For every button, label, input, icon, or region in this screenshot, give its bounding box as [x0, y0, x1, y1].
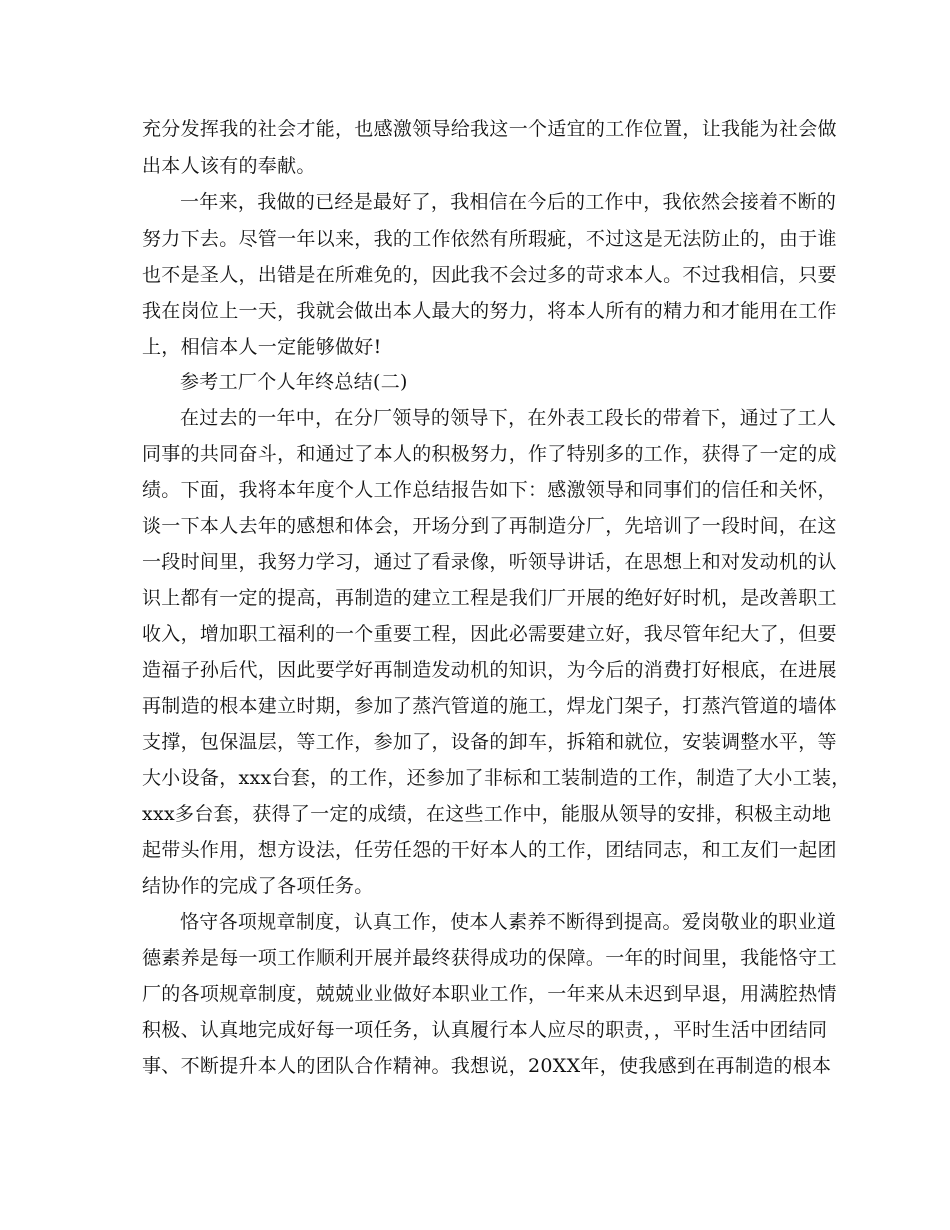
body-text-line: 识上都有一定的提高，再制造的建立工程是我们厂开展的绝好好时机，是改善职工	[142, 587, 837, 609]
body-text-line: 绩。下面，我将本年度个人工作总结报告如下：感激领导和同事们的信任和关怀，	[142, 479, 837, 501]
body-text-line: 事、不断提升本人的团队合作精神。我想说，20XX年，使我感到在再制造的根本	[142, 1055, 832, 1077]
body-text-line: 谈一下本人去年的感想和体会，开场分到了再制造分厂，先培训了一段时间，在这	[142, 515, 837, 537]
body-text-line: 也不是圣人，出错是在所难免的，因此我不会过多的苛求本人。不过我相信，只要	[142, 264, 837, 286]
body-text-line: 厂的各项规章制度，兢兢业业做好本职业工作，一年来从未迟到早退，用满腔热情	[142, 983, 837, 1005]
paragraph-first-line: 恪守各项规章制度，认真工作，使本人素养不断得到提高。爱岗敬业的职业道	[180, 911, 837, 933]
body-text-line: 结协作的完成了各项任务。	[142, 875, 374, 897]
body-text-line: 再制造的根本建立时期，参加了蒸汽管道的施工，焊龙门架子，打蒸汽管道的墙体	[142, 695, 837, 717]
body-text-line: 支撑，包保温层，等工作，参加了，设备的卸车，拆箱和就位，安装调整水平，等	[142, 731, 837, 753]
body-text-line: 起带头作用，想方设法，任劳任怨的干好本人的工作，团结同志，和工友们一起团	[142, 839, 837, 861]
body-text-line: xxx多台套，获得了一定的成绩，在这些工作中，能服从领导的安排，积极主动地	[142, 803, 832, 825]
paragraph-first-line: 一年来，我做的已经是最好了，我相信在今后的工作中，我依然会接着不断的	[180, 191, 837, 213]
body-text-line: 积极、认真地完成好每一项任务，认真履行本人应尽的职责，，平时生活中团结同	[142, 1019, 828, 1041]
body-text-line: 大小设备，xxx台套，的工作，还参加了非标和工装制造的工作，制造了大小工装，	[142, 767, 851, 789]
paragraph-first-line: 在过去的一年中，在分厂领导的领导下，在外表工段长的带着下，通过了工人	[180, 407, 837, 429]
body-text-line: 我在岗位上一天，我就会做出本人最大的努力，将本人所有的精力和才能用在工作	[142, 300, 837, 322]
body-text-line: 努力下去。尽管一年以来，我的工作依然有所瑕疵，不过这是无法防止的，由于谁	[142, 228, 837, 250]
body-text-line: 出本人该有的奉献。	[142, 155, 316, 177]
body-text-line: 造福子孙后代，因此要学好再制造发动机的知识，为今后的消费打好根底，在进展	[142, 659, 837, 681]
body-text-line: 德素养是每一项工作顺利开展并最终获得成功的保障。一年的时间里，我能恪守工	[142, 947, 837, 969]
body-text-line: 一段时间里，我努力学习，通过了看录像，听领导讲话，在思想上和对发动机的认	[142, 551, 837, 573]
body-text-line: 上，相信本人一定能够做好!	[142, 336, 382, 358]
section-heading: 参考工厂个人年终总结(二)	[180, 371, 408, 393]
body-text-line: 同事的共同奋斗，和通过了本人的积极努力，作了特别多的工作，获得了一定的成	[142, 443, 837, 465]
body-text-line: 充分发挥我的社会才能，也感激领导给我这一个适宜的工作位置，让我能为社会做	[142, 118, 837, 140]
body-text-line: 收入，增加职工福利的一个重要工程，因此必需要建立好，我尽管年纪大了，但要	[142, 623, 837, 645]
